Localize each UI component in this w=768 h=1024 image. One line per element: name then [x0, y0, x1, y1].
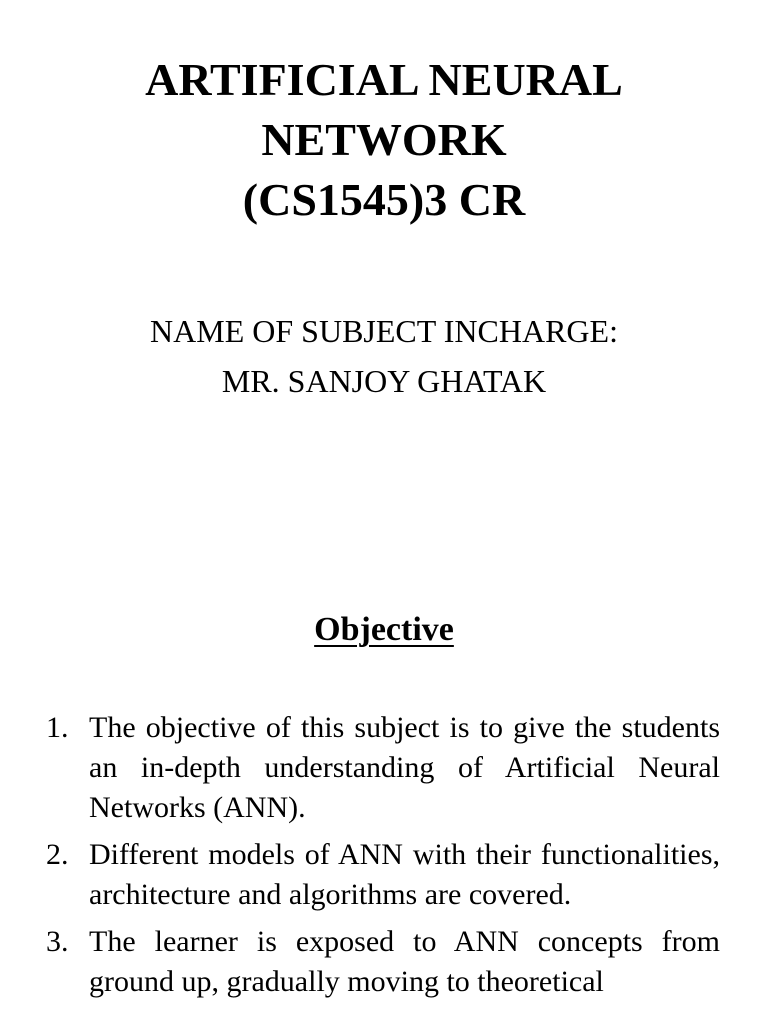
title-line-course-code: (CS1545)3 CR	[242, 174, 526, 225]
list-item-number: 2.	[46, 838, 69, 871]
list-item-text: The learner is exposed to ANN concepts from ground up, gradually moving to theoretical	[89, 925, 720, 998]
title-line-2: NETWORK	[261, 114, 507, 165]
incharge-name: MR. SANJOY GHATAK	[221, 363, 547, 399]
list-item-number: 3.	[46, 925, 69, 958]
list-item	[0, 922, 768, 1002]
objective-heading	[0, 608, 768, 652]
list-item-number: 1.	[46, 711, 69, 744]
list-item	[0, 835, 768, 915]
list-item	[0, 708, 768, 828]
title-line-1: ARTIFICIAL NEURAL	[145, 54, 623, 105]
objective-list	[0, 708, 768, 1009]
list-item-text: The objective of this subject is to give the students an in-depth understanding of Artificial Neural Networks (ANN).	[89, 711, 720, 824]
objective-heading-text: Objective	[314, 611, 454, 648]
document-title	[0, 50, 768, 230]
list-item-text: Different models of ANN with their functionalities, architecture and algorithms are covered.	[89, 838, 720, 911]
subject-incharge	[0, 306, 768, 406]
incharge-label: NAME OF SUBJECT INCHARGE:	[150, 313, 618, 349]
